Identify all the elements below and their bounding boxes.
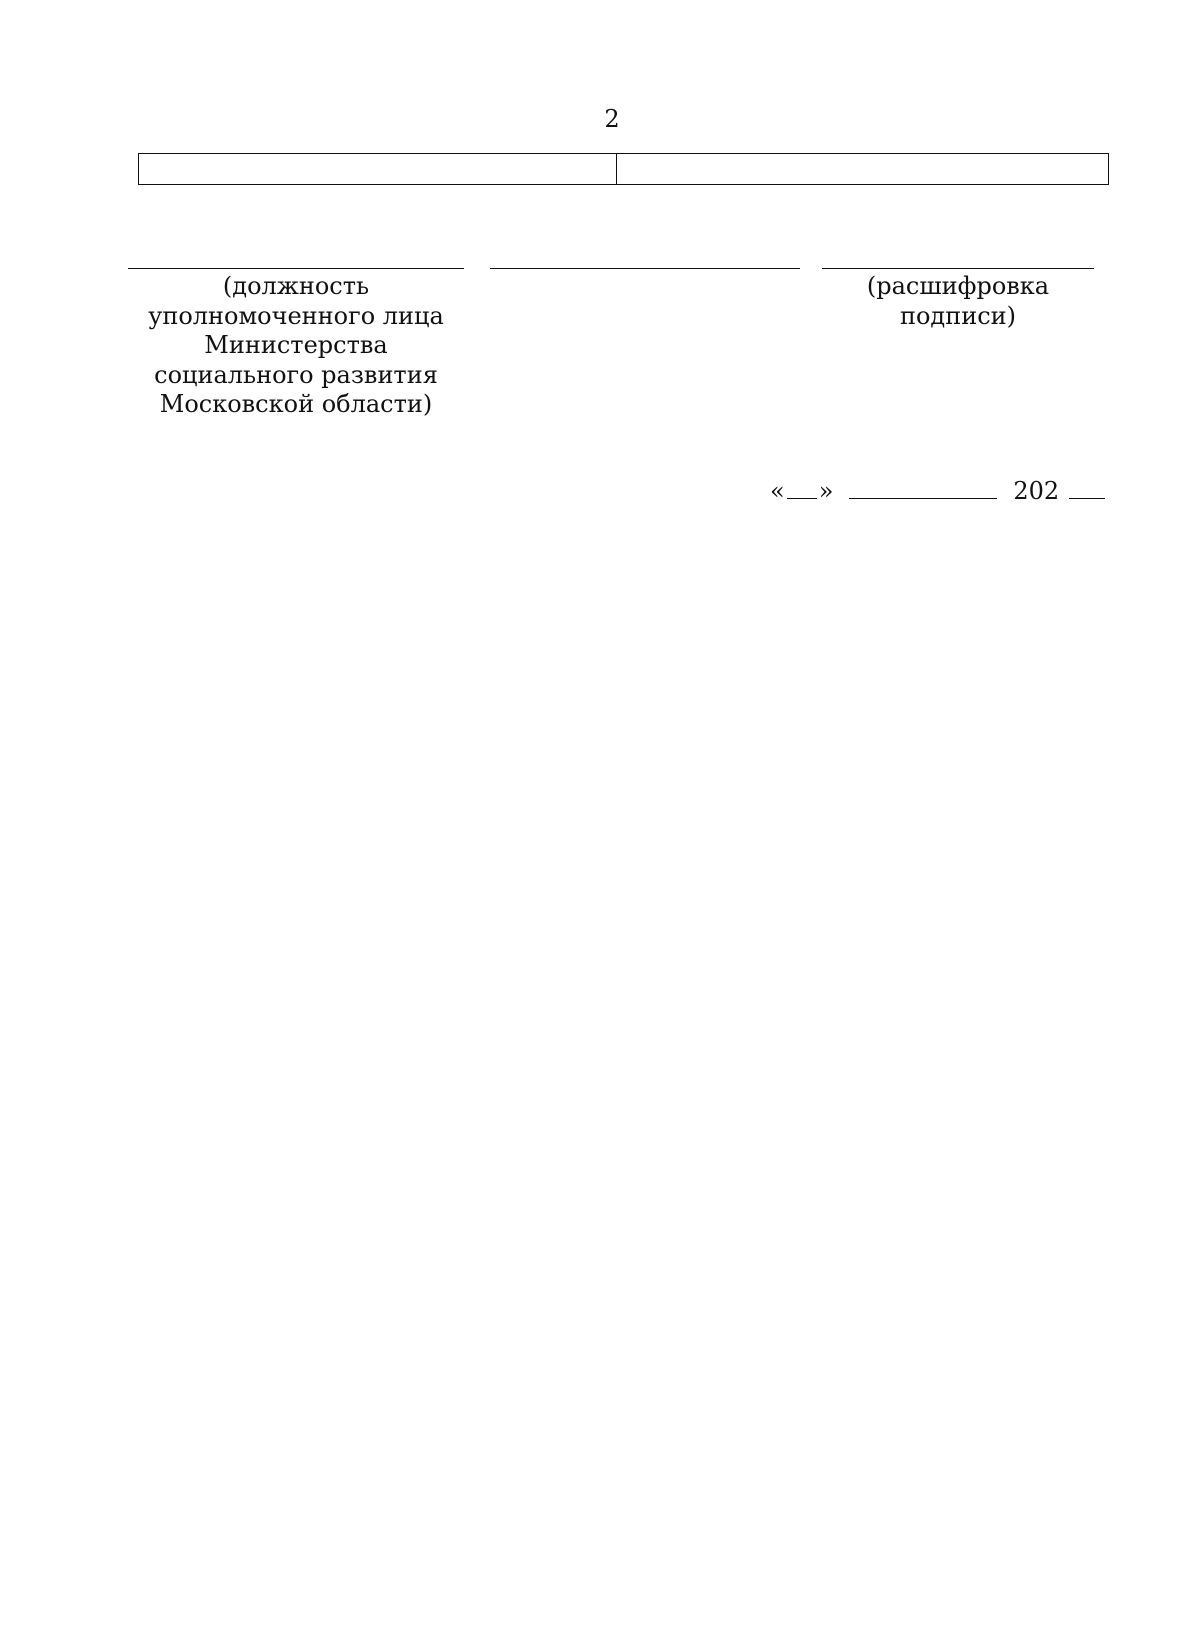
date-close-quote: » [818, 477, 834, 505]
month-blank [849, 476, 997, 499]
position-caption: (должность уполномоченного лица Министерства социального развития Московской области) [148, 272, 444, 418]
signature-decoding-line [822, 268, 1094, 269]
date-open-quote: « [770, 477, 785, 505]
year-prefix: 202 [1013, 477, 1060, 505]
table-row [139, 154, 1109, 185]
position-signature-line [128, 268, 464, 269]
signature-decoding-caption: (расшифровка подписи) [866, 272, 1050, 330]
page-number: 2 [604, 105, 620, 133]
table-cell-left [139, 154, 617, 185]
date-line [770, 476, 1105, 506]
table-cell-right [617, 154, 1109, 185]
signature-line [490, 268, 800, 269]
header-table [138, 153, 1109, 185]
year-blank [1069, 476, 1105, 499]
day-blank [787, 476, 817, 499]
